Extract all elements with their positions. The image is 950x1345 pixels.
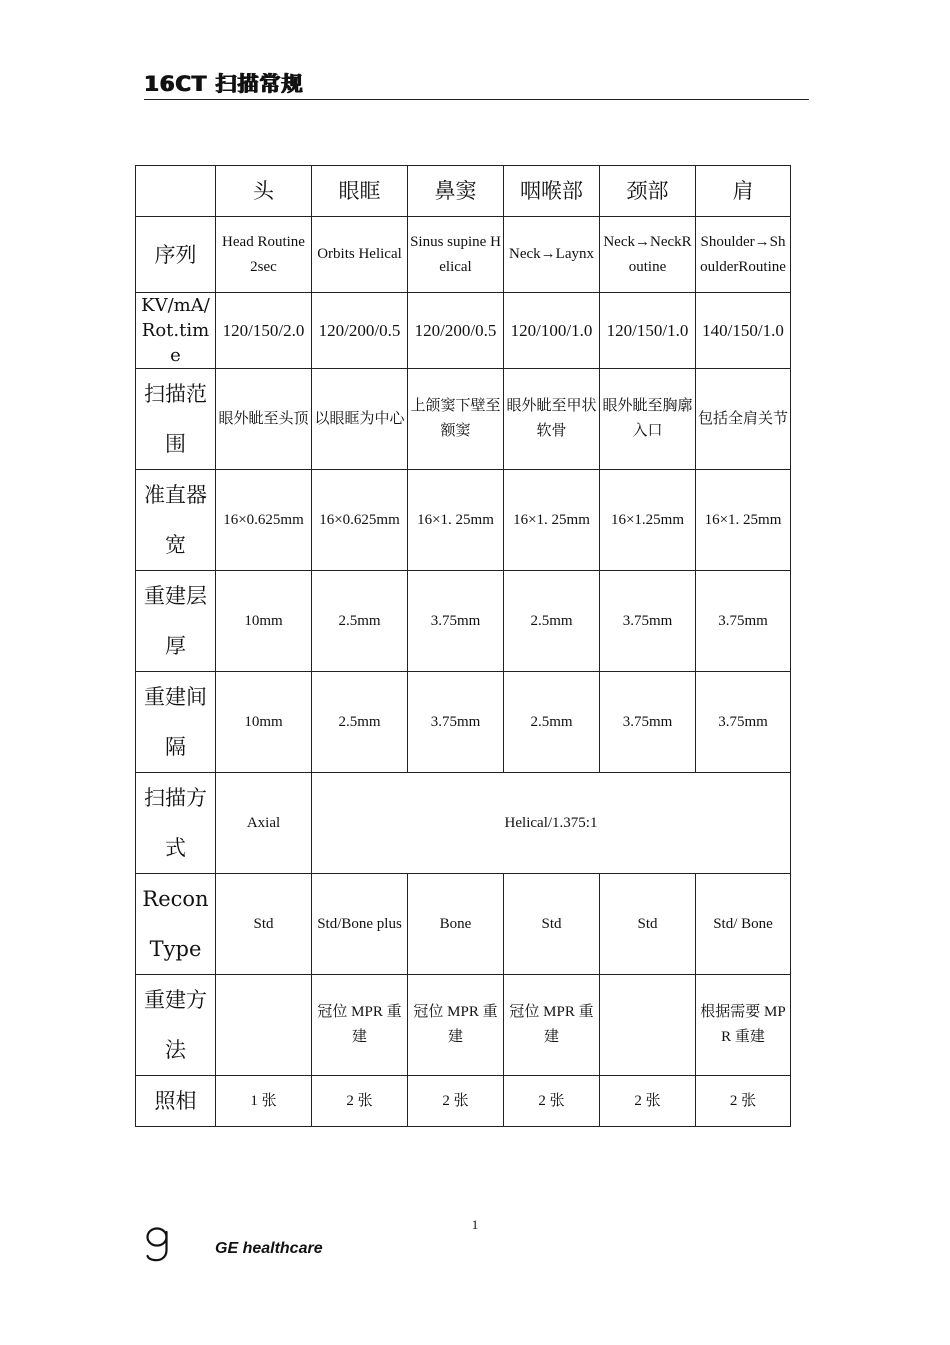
- table-cell: Axial: [216, 773, 312, 874]
- table-cell: 120/150/2.0: [216, 293, 312, 369]
- row-label-recon-method: 重建方法: [136, 975, 216, 1076]
- table-row-recon-thickness: [136, 571, 791, 672]
- row-label-scan-range: 扫描范围: [136, 369, 216, 470]
- table-cell: 2 张: [504, 1076, 600, 1127]
- table-cell: Std/ Bone: [696, 874, 791, 975]
- column-header-larynx: 咽喉部: [504, 166, 600, 217]
- table-cell: 2 张: [408, 1076, 504, 1127]
- ct-scan-routine-table: [135, 165, 791, 1127]
- table-cell: Std: [504, 874, 600, 975]
- column-header-neck: 颈部: [600, 166, 696, 217]
- row-label-collimation: 准直器宽: [136, 470, 216, 571]
- table-cell: 3.75mm: [600, 672, 696, 773]
- row-label-recon-interval: 重建间隔: [136, 672, 216, 773]
- column-header-shoulder: 肩: [696, 166, 791, 217]
- column-header-head: 头: [216, 166, 312, 217]
- table-cell: 眼外眦至胸廓入口: [600, 369, 696, 470]
- row-label-photo: 照相: [136, 1076, 216, 1127]
- table-row-collimation: [136, 470, 791, 571]
- table-cell: 10mm: [216, 672, 312, 773]
- table-cell: 16×0.625mm: [216, 470, 312, 571]
- row-label-kv-ma-rot-time: KV/mA/Rot.time: [136, 293, 216, 369]
- table-cell: 120/150/1.0: [600, 293, 696, 369]
- table-row-sequence: [136, 217, 791, 293]
- header-divider: [144, 99, 809, 100]
- table-cell: 3.75mm: [696, 672, 791, 773]
- table-row-scan-mode: [136, 773, 791, 874]
- row-label-recon-thickness: 重建层厚: [136, 571, 216, 672]
- table-cell: 2 张: [696, 1076, 791, 1127]
- brand-name: GE healthcare: [215, 1240, 323, 1257]
- table-cell: 120/200/0.5: [408, 293, 504, 369]
- table-cell: 1 张: [216, 1076, 312, 1127]
- table-cell: 16×1. 25mm: [504, 470, 600, 571]
- table-cell: Neck→NeckRoutine: [600, 217, 696, 293]
- table-cell: [216, 975, 312, 1076]
- table-cell: 2 张: [312, 1076, 408, 1127]
- table-row-kv-ma-rot-time: [136, 293, 791, 369]
- column-header-row: [136, 166, 791, 217]
- table-row-recon-method: [136, 975, 791, 1076]
- table-cell: 眼外眦至甲状软骨: [504, 369, 600, 470]
- table-row-recon-interval: [136, 672, 791, 773]
- table-cell: 根据需要 MPR 重建: [696, 975, 791, 1076]
- table-cell: 3.75mm: [600, 571, 696, 672]
- table-cell: Orbits Helical: [312, 217, 408, 293]
- table-cell: 140/150/1.0: [696, 293, 791, 369]
- corner-cell: [136, 166, 216, 217]
- table-cell: 2 张: [600, 1076, 696, 1127]
- table-cell: 120/200/0.5: [312, 293, 408, 369]
- table-cell: 2.5mm: [312, 672, 408, 773]
- table-cell: 16×1. 25mm: [408, 470, 504, 571]
- table-cell: 2.5mm: [504, 571, 600, 672]
- table-cell: Bone: [408, 874, 504, 975]
- table-cell-merged: Helical/1.375:1: [312, 773, 791, 874]
- table-cell: Sinus supine Helical: [408, 217, 504, 293]
- table-cell: 16×1.25mm: [600, 470, 696, 571]
- table-cell: Std: [216, 874, 312, 975]
- table-row-photo: [136, 1076, 791, 1127]
- table-cell: 冠位 MPR 重建: [312, 975, 408, 1076]
- table-cell: 10mm: [216, 571, 312, 672]
- table-cell: Std/Bone plus: [312, 874, 408, 975]
- table-cell: 上颌窦下壁至额窦: [408, 369, 504, 470]
- row-label-recon-type: Recon Type: [136, 874, 216, 975]
- table-cell: 3.75mm: [696, 571, 791, 672]
- table-cell: 以眼眶为中心: [312, 369, 408, 470]
- table-cell: 2.5mm: [312, 571, 408, 672]
- column-header-sinus: 鼻窦: [408, 166, 504, 217]
- table-cell: 包括全肩关节: [696, 369, 791, 470]
- document-header-title: 16CT 扫描常规: [144, 72, 304, 96]
- table-cell: Std: [600, 874, 696, 975]
- table-cell: Shoulder→ShoulderRoutine: [696, 217, 791, 293]
- table-row-scan-range: [136, 369, 791, 470]
- row-label-scan-mode: 扫描方式: [136, 773, 216, 874]
- ge-monogram-icon: [145, 1220, 171, 1264]
- table-cell: Neck→Laynx: [504, 217, 600, 293]
- row-label-sequence: 序列: [136, 217, 216, 293]
- table-cell: Head Routine 2sec: [216, 217, 312, 293]
- table-cell: 16×1. 25mm: [696, 470, 791, 571]
- table-cell: 2.5mm: [504, 672, 600, 773]
- table-cell: 3.75mm: [408, 672, 504, 773]
- table-cell: 冠位 MPR 重建: [408, 975, 504, 1076]
- table-row-recon-type: [136, 874, 791, 975]
- column-header-orbits: 眼眶: [312, 166, 408, 217]
- table-cell: [600, 975, 696, 1076]
- table-cell: 冠位 MPR 重建: [504, 975, 600, 1076]
- table-cell: 3.75mm: [408, 571, 504, 672]
- table-cell: 眼外眦至头顶: [216, 369, 312, 470]
- page-number: 1: [471, 1217, 479, 1232]
- table-cell: 120/100/1.0: [504, 293, 600, 369]
- table-cell: 16×0.625mm: [312, 470, 408, 571]
